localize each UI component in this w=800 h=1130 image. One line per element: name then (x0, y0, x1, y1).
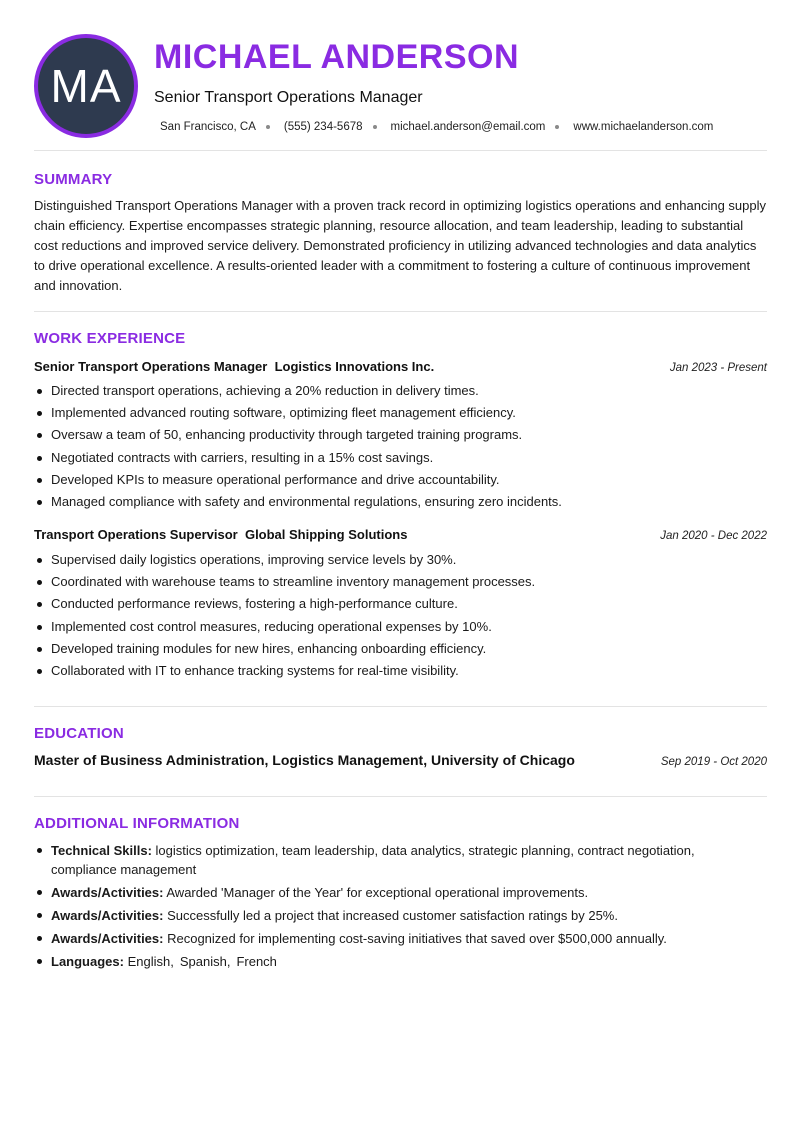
job-title: Transport Operations Supervisor (34, 527, 238, 542)
avatar (34, 34, 138, 138)
job-header (34, 359, 767, 374)
language-spanish: Spanish, (179, 954, 231, 969)
job-dates: Jan 2023 - Present (669, 362, 767, 374)
list-item (34, 883, 734, 902)
list-item: Managed compliance with safety and environmental regulations, ensuring zero incidents. (34, 491, 767, 513)
list-item: Directed transport operations, achieving a 20% reduction in delivery times. (34, 380, 767, 402)
job-header (34, 527, 767, 542)
item-text: Awarded 'Manager of the Year' for exceptional operational improvements. (166, 885, 589, 900)
divider (34, 150, 767, 151)
list-item: Coordinated with warehouse teams to streamline inventory management processes. (34, 571, 767, 593)
list-item (34, 906, 734, 925)
list-item (34, 841, 734, 879)
divider (34, 796, 767, 797)
additional-list (34, 841, 734, 975)
list-item: Developed KPIs to measure operational performance and drive accountability. (34, 469, 767, 491)
summary-heading: SUMMARY (34, 171, 113, 188)
contact-separator (555, 125, 559, 129)
list-item: Implemented cost control measures, reducing operational expenses by 10%. (34, 616, 767, 638)
list-item: Negotiated contracts with carriers, resulting in a 15% cost savings. (34, 447, 767, 469)
item-label: Awards/Activities: (51, 885, 164, 900)
education-dates: Sep 2019 - Oct 2020 (660, 756, 767, 768)
list-item: Supervised daily logistics operations, improving service levels by 30%. (34, 549, 767, 571)
languages-item (34, 952, 734, 971)
job-bullets (34, 380, 767, 513)
contact-website[interactable]: www.michaelanderson.com (573, 121, 714, 133)
job-title: Senior Transport Operations Manager (34, 359, 268, 374)
contact-separator (266, 125, 270, 129)
summary-text: Distinguished Transport Operations Manager with a proven track record in optimizing logistics operations and enhancing supply chain efficiency. Expertise encompasses strategic planning, resource allocation, and team leadership, leading to substantial cost reductions and improved service delivery. Demonstrated proficiency in utilizing advanced technologies and data analytics to drive operational excellence. A results-oriented leader with a commitment to fostering a culture of continuous improvement and innovation. (34, 198, 767, 293)
language-english: English, (127, 954, 174, 969)
contact-phone: (555) 234-5678 (283, 121, 363, 133)
contact-separator (373, 125, 377, 129)
job-dates: Jan 2020 - Dec 2022 (660, 530, 767, 542)
divider (34, 706, 767, 707)
list-item (34, 929, 734, 948)
candidate-name: MICHAEL ANDERSON (154, 38, 520, 76)
item-label: Awards/Activities: (51, 931, 164, 946)
avatar-initials: MA (50, 60, 122, 112)
divider (34, 311, 767, 312)
job-title-company (34, 359, 434, 374)
job-company: Global Shipping Solutions (244, 527, 408, 542)
experience-heading: WORK EXPERIENCE (34, 330, 186, 347)
job-title-company (34, 527, 407, 542)
job-bullets (34, 549, 767, 682)
education-degree: Master of Business Administration, Logistics Management, University of Chicago (34, 752, 575, 768)
contact-location: San Francisco, CA (160, 121, 256, 133)
item-text: Recognized for implementing cost-saving initiatives that saved over $500,000 annually. (167, 931, 667, 946)
additional-heading: ADDITIONAL INFORMATION (34, 815, 240, 832)
list-item: Developed training modules for new hires, enhancing onboarding efficiency. (34, 638, 767, 660)
list-item: Collaborated with IT to enhance tracking systems for real-time visibility. (34, 660, 767, 682)
list-item: Oversaw a team of 50, enhancing productivity through targeted training programs. (34, 424, 767, 446)
candidate-role: Senior Transport Operations Manager (154, 89, 423, 106)
languages-label: Languages: (51, 954, 124, 969)
job-company: Logistics Innovations Inc. (274, 359, 435, 374)
education-entry (34, 752, 767, 768)
education-heading: EDUCATION (34, 725, 124, 742)
item-label: Awards/Activities: (51, 908, 164, 923)
list-item: Conducted performance reviews, fostering a high-performance culture. (34, 593, 767, 615)
contact-bar (160, 121, 713, 133)
language-french: French (236, 954, 277, 969)
contact-email[interactable]: michael.anderson@email.com (390, 121, 546, 133)
item-text: logistics optimization, team leadership, data analytics, strategic planning, contract negotiation, compliance management (51, 843, 695, 877)
list-item: Implemented advanced routing software, optimizing fleet management efficiency. (34, 402, 767, 424)
item-text: Successfully led a project that increased customer satisfaction ratings by 25%. (167, 908, 618, 923)
item-label: Technical Skills: (51, 843, 152, 858)
